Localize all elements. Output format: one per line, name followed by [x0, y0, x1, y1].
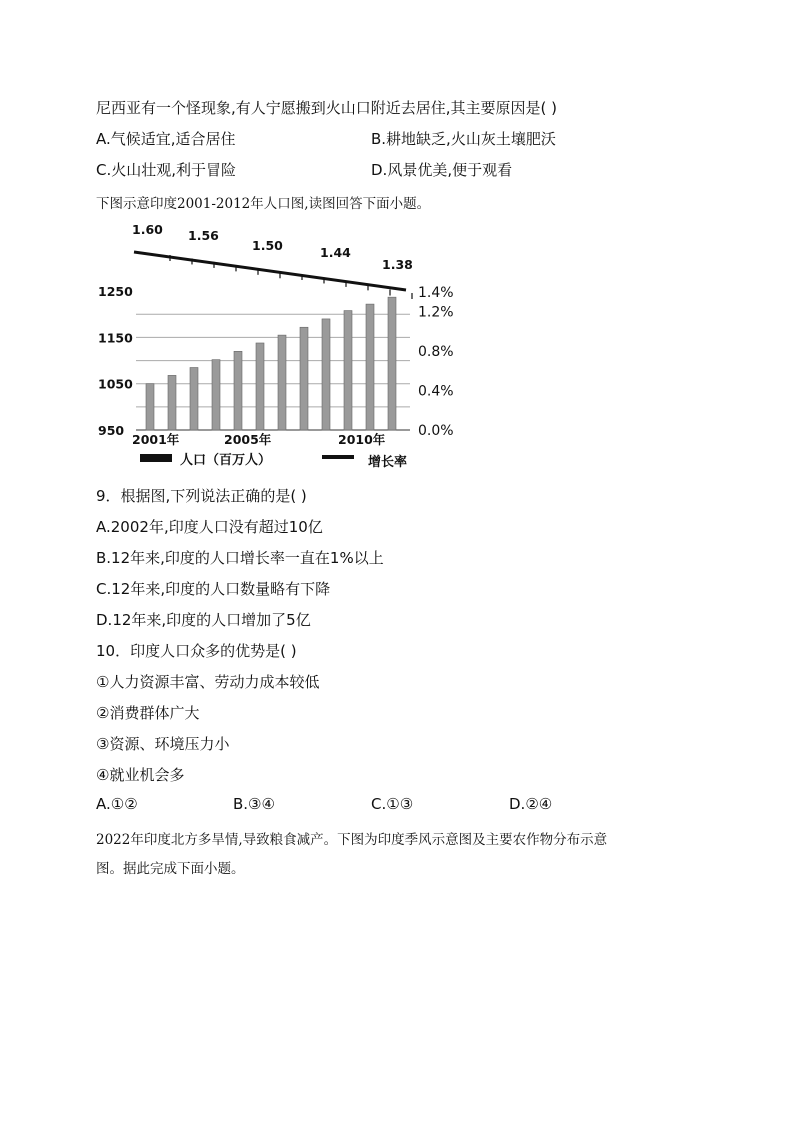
population-bar — [388, 297, 396, 430]
option-b: B.耕地缺乏,火山灰土壤肥沃 — [371, 130, 556, 148]
question-9-stem: 9．根据图,下列说法正确的是( ) — [96, 487, 307, 505]
q10-item-2: ②消费群体广大 — [96, 704, 200, 722]
right-axis-tick: 0.8% — [418, 344, 454, 360]
india-population-chart — [96, 222, 476, 474]
population-bar — [234, 351, 242, 430]
left-axis-tick: 1250 — [98, 284, 133, 300]
option-a: A.气候适宜,适合居住 — [96, 130, 236, 148]
population-bar — [300, 327, 308, 430]
population-bar — [168, 375, 176, 430]
q9-option-c: C.12年来,印度的人口数量略有下降 — [96, 580, 331, 598]
x-axis-tick: 2001年 — [132, 432, 180, 447]
q9-option-a: A.2002年,印度人口没有超过10亿 — [96, 518, 323, 536]
population-bar — [278, 335, 286, 430]
growth-rate-label: 1.44 — [320, 245, 351, 260]
question-stem: 尼西亚有一个怪现象,有人宁愿搬到火山口附近去居住,其主要原因是( ) — [96, 99, 558, 117]
map-intro-line-2: 图。据此完成下面小题。 — [96, 861, 245, 877]
q10-option-b: B.③④ — [233, 795, 275, 813]
option-d: D.风景优美,便于观看 — [371, 161, 513, 179]
option-c: C.火山壮观,利于冒险 — [96, 161, 237, 179]
legend-line-swatch — [322, 455, 354, 459]
growth-rate-label: 1.38 — [382, 257, 413, 272]
left-axis-tick: 1150 — [98, 330, 133, 346]
chart-intro: 下图示意印度2001-2012年人口图,读图回答下面小题。 — [96, 196, 431, 212]
population-bar — [344, 311, 352, 430]
question-10-stem: 10．印度人口众多的优势是( ) — [96, 642, 297, 660]
q10-option-d: D.②④ — [509, 795, 553, 813]
q9-option-b: B.12年来,印度的人口增长率一直在1%以上 — [96, 549, 384, 567]
growth-rate-label: 1.50 — [252, 238, 283, 253]
q10-item-3: ③资源、环境压力小 — [96, 735, 230, 753]
left-axis-tick: 950 — [98, 423, 125, 438]
q10-item-4: ④就业机会多 — [96, 766, 185, 784]
population-bar — [256, 343, 264, 430]
right-axis-tick: 1.4% — [418, 284, 454, 301]
q9-option-d: D.12年来,印度的人口增加了5亿 — [96, 611, 311, 629]
legend-line-label: 增长率 — [368, 455, 408, 470]
q10-option-c: C.①③ — [371, 795, 414, 813]
right-axis-tick: 0.0% — [418, 423, 454, 439]
right-axis-tick: 0.4% — [418, 383, 454, 400]
growth-rate-line — [134, 252, 406, 290]
population-bar — [366, 304, 374, 430]
legend-bar-swatch — [140, 454, 172, 462]
growth-rate-label: 1.56 — [188, 228, 219, 243]
population-bar — [146, 384, 154, 430]
population-bar — [212, 360, 220, 430]
population-bar — [190, 368, 198, 430]
x-axis-tick: 2010年 — [338, 432, 386, 447]
growth-rate-label: 1.60 — [132, 222, 163, 237]
legend-bar-label: 人口（百万人） — [180, 453, 272, 468]
left-axis-tick: 1050 — [98, 376, 133, 392]
map-intro-line-1: 2022年印度北方多旱情,导致粮食减产。下图为印度季风示意图及主要农作物分布示意 — [96, 832, 608, 848]
right-axis-tick: 1.2% — [418, 304, 454, 321]
population-bar — [322, 319, 330, 430]
q10-item-1: ①人力资源丰富、劳动力成本较低 — [96, 673, 320, 691]
q10-option-a: A.①② — [96, 795, 138, 813]
x-axis-tick: 2005年 — [224, 432, 272, 447]
